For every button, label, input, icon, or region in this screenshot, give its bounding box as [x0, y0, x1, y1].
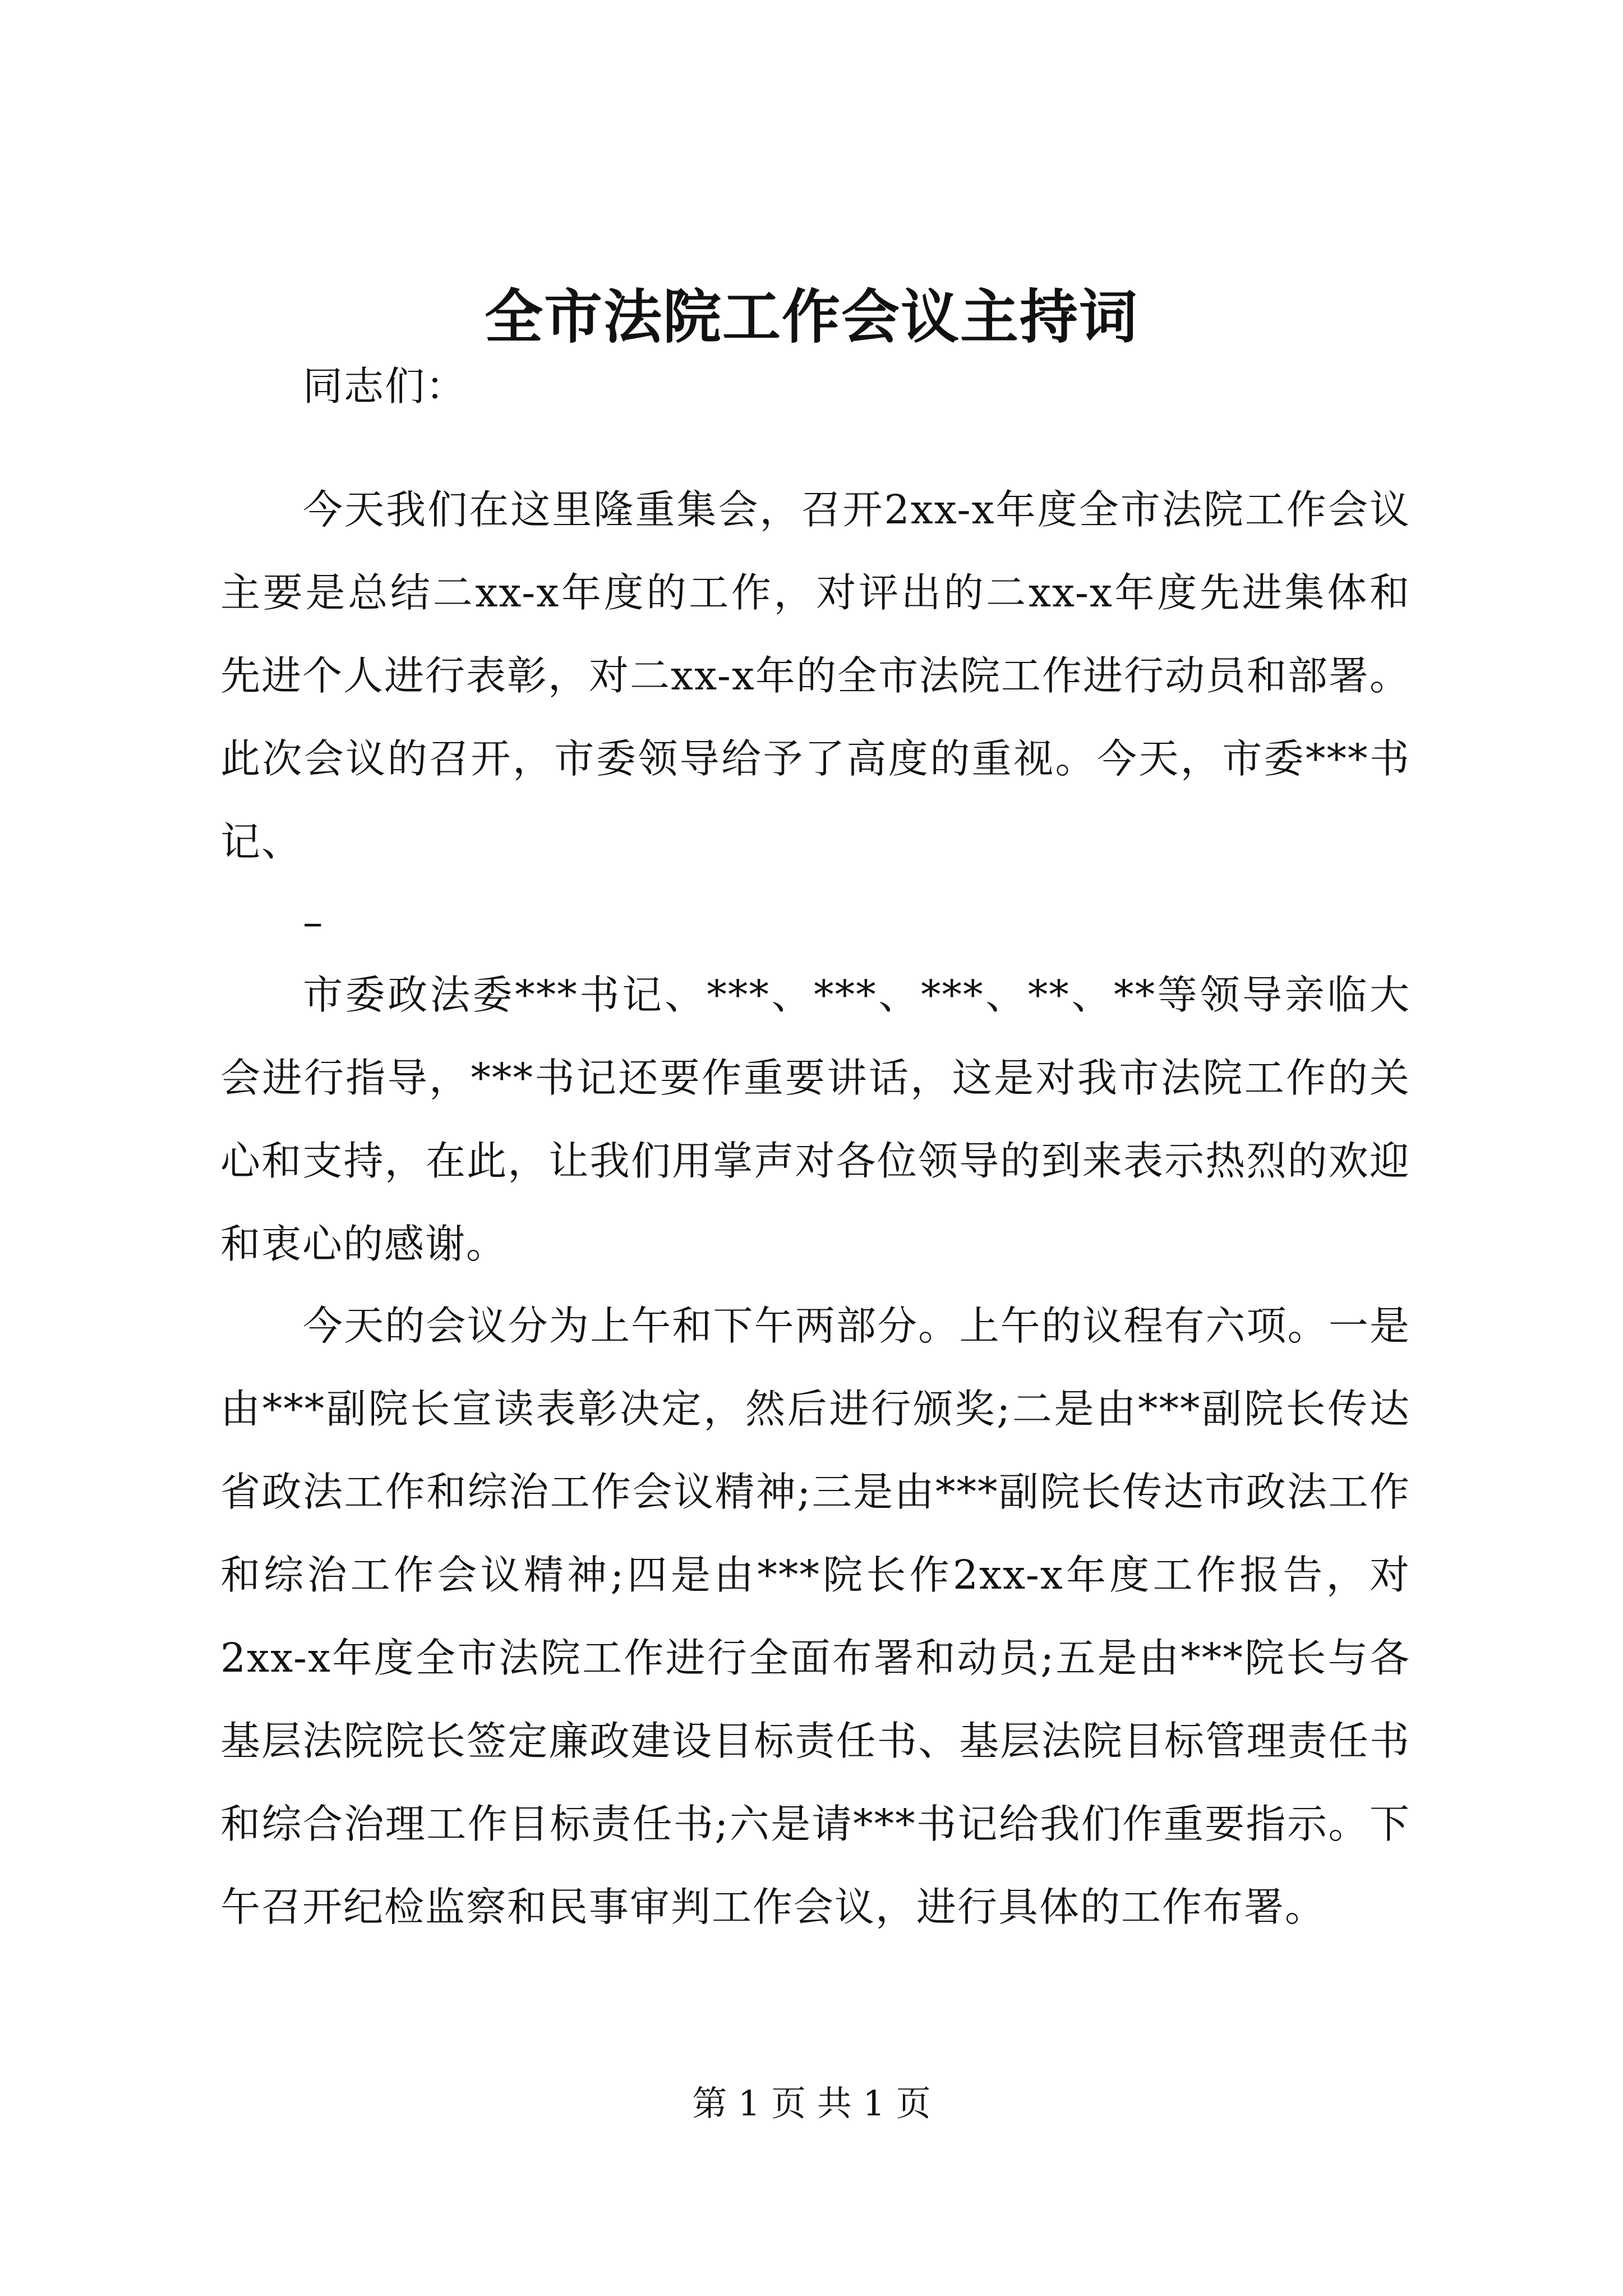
greeting-text: 同志们： [303, 363, 467, 409]
document-title: 全市法院工作会议主持词 [484, 282, 1138, 351]
paragraph-leaders: 市委政法委***书记、***、***、***、**、**等领导亲临大会进行指导，***书记还要作重要讲话，这是对我市法院工作的关心和支持，在此，让我们用掌声对各位领导的到来表示热烈的欢迎和衷心的感谢。 [220, 972, 1410, 1267]
page-footer: 第 1 页 共 1 页 [692, 2083, 931, 2124]
paragraph-agenda: 今天的会议分为上午和下午两部分。上午的议程有六项。一是由***副院长宣读表彰决定，然后进行颁奖;二是由***副院长传达省政法工作和综治工作会议精神;三是由***副院长传达市政法工作和综治工作会议精神;四是由***院长作2xx-x年度工作报告，对2xx-x年度全市法院工作进行全面布署和动员;五是由***院长与各基层法院院长签定廉政建设目标责任书、基层法院目标管理责任书和综合治理工作目标责任书;六是请***书记给我们作重要指示。下午召开纪检监察和民事审判工作会议，进行具体的工作布署。 [220, 1303, 1410, 1930]
page-break-marker: – [303, 899, 323, 945]
paragraph-opening: 今天我们在这里隆重集会，召开2xx-x年度全市法院工作会议主要是总结二xx-x年度的工作，对评出的二xx-x年度先进集体和先进个人进行表彰，对二xx-x年的全市法院工作进行动员和部署。此次会议的召开，市委领导给予了高度的重视。今天，市委***书记、 [220, 486, 1410, 865]
